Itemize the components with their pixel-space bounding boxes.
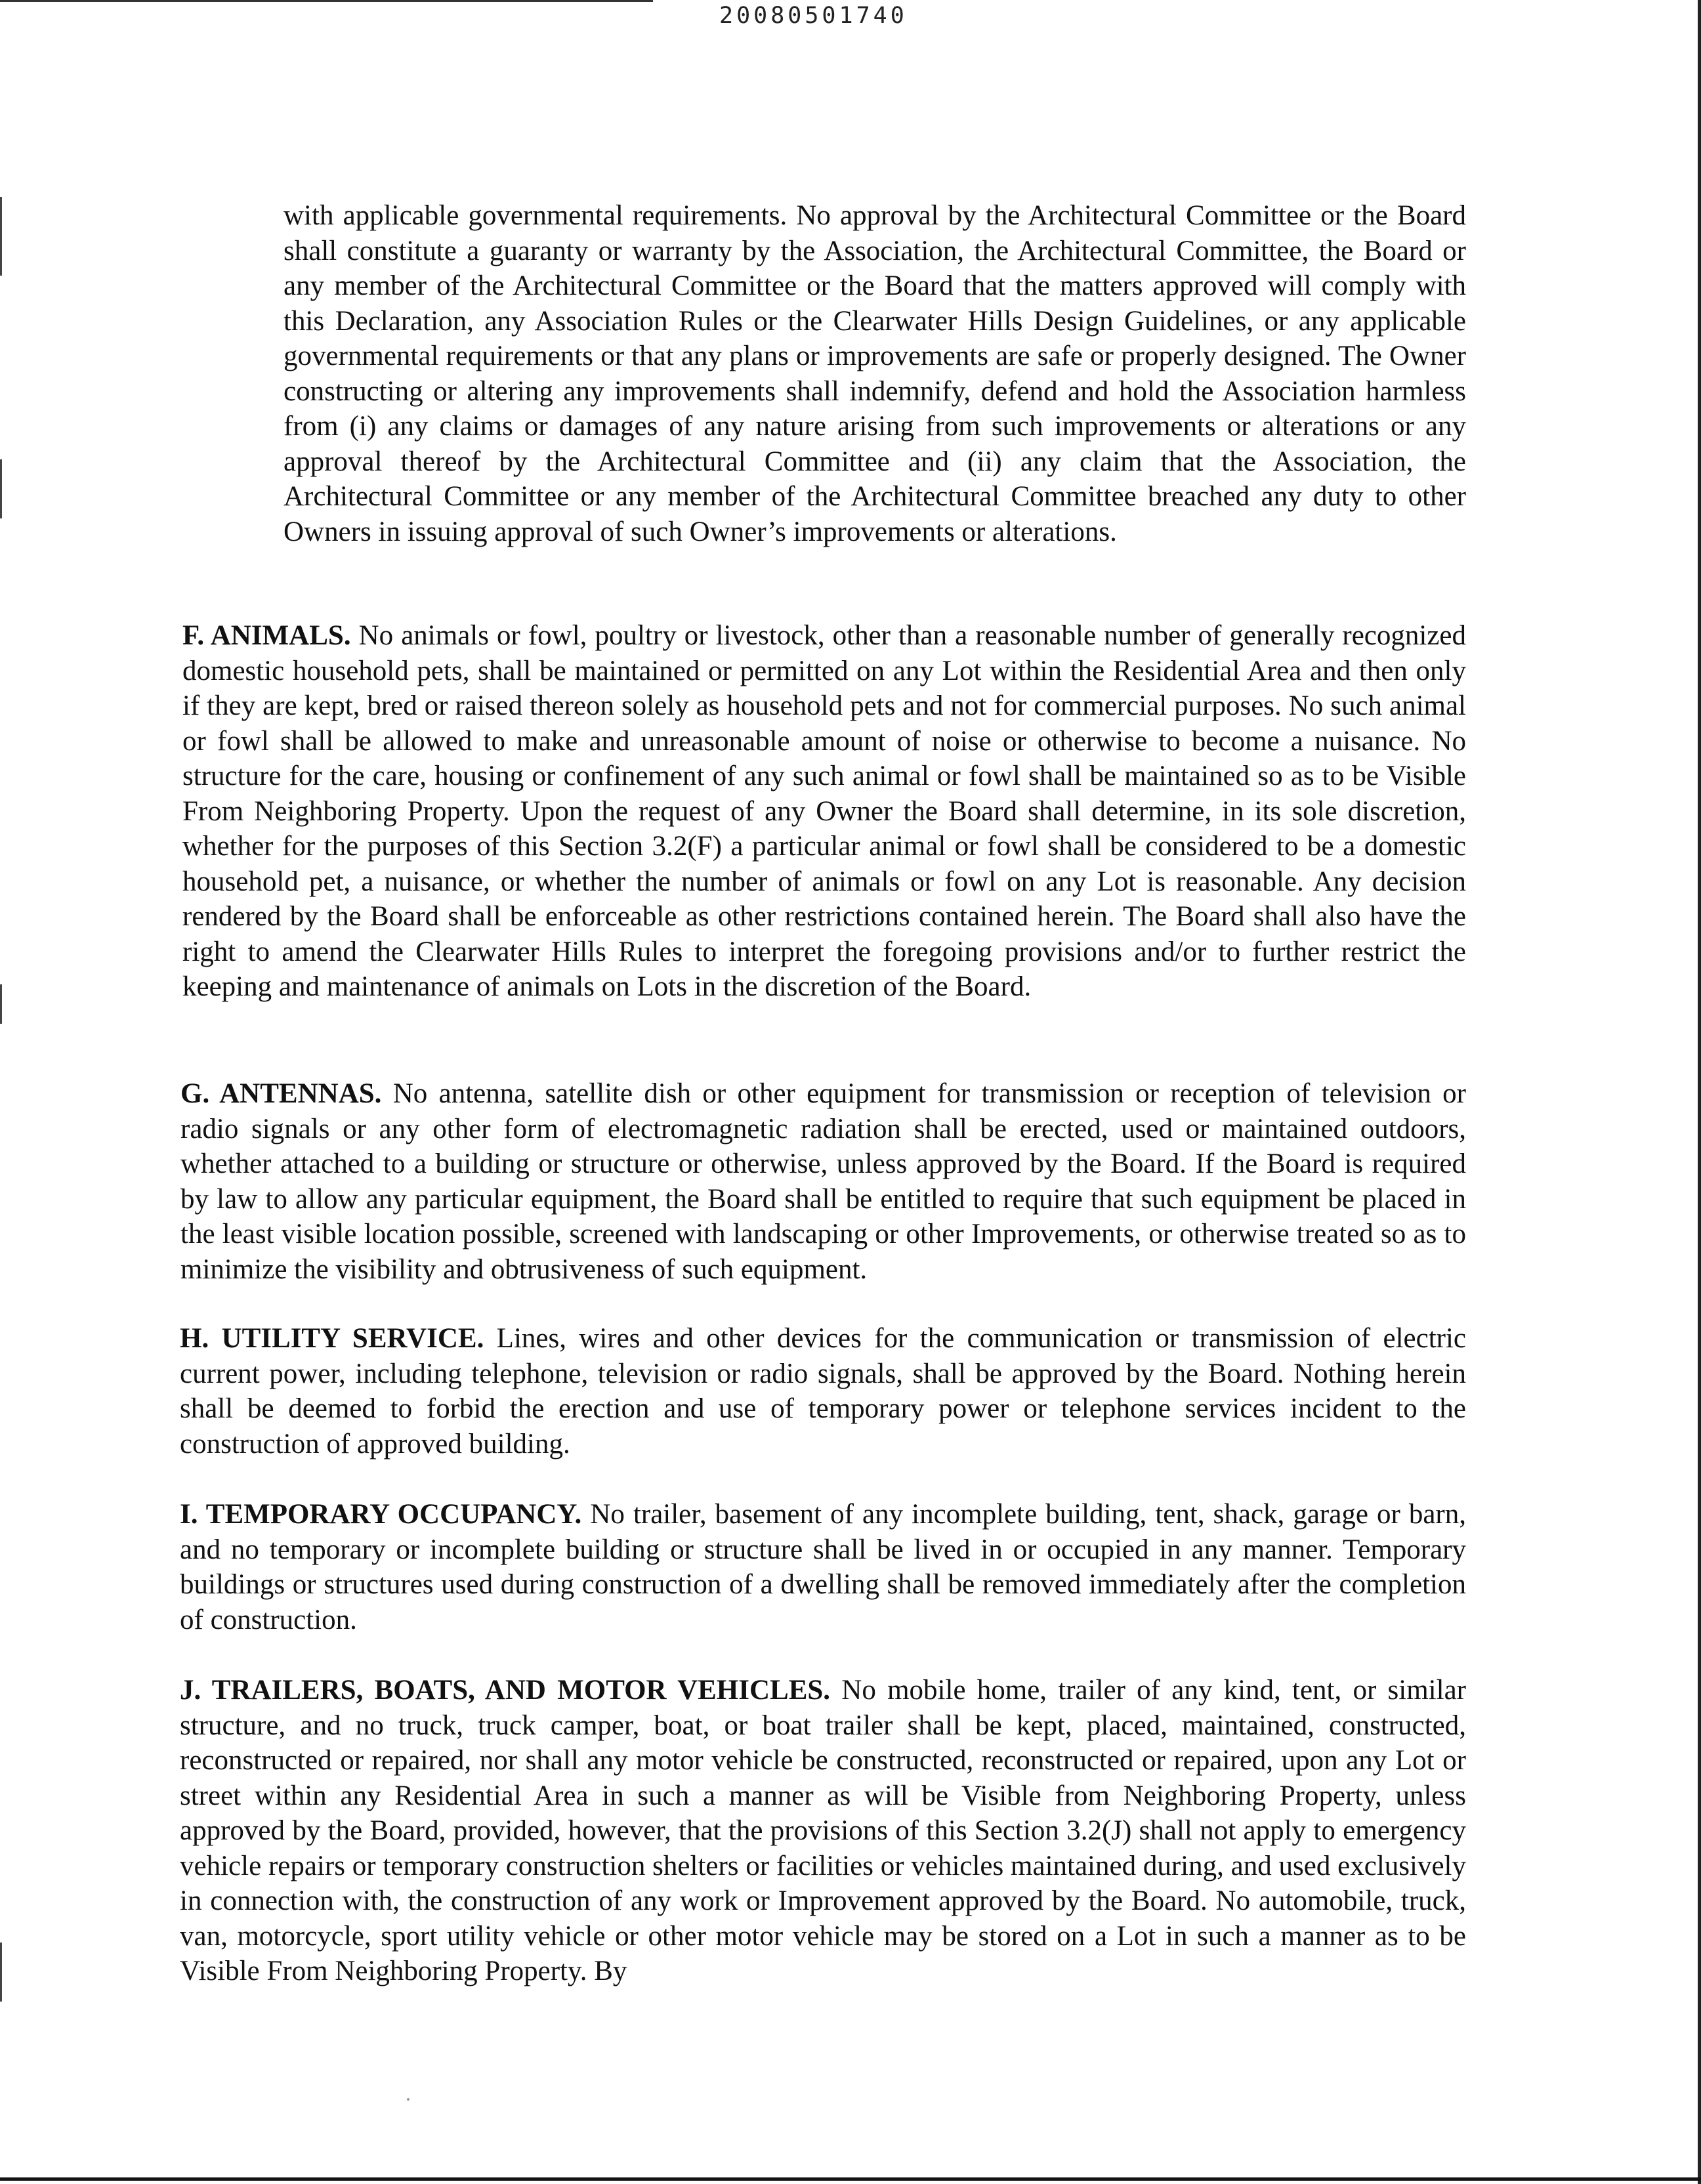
section-heading: G. ANTENNAS. <box>180 1078 382 1109</box>
scan-right-edge <box>1698 0 1701 2184</box>
paragraph-text: No animals or fowl, poultry or livestock, other than a reasonable number of generally recognized domestic household pets, shall be maintained or permitted on any Lot within the Residential Area and then only if they are kept, bred or raised thereon solely as household pets and not for commercial purposes. No such animal or fowl shall be allowed to make and unreasonable amount of noise or otherwise to become a nuisance. No structure for the care, housing or confinement of any such animal or fowl shall be maintained so as to be Visible From Neighboring Property. Upon the request of any Owner the Board shall determine, in its sole discretion, whether for the purposes of this Section 3.2(F) a particular animal or fowl shall be considered to be a domestic household pet, a nuisance, or whether the number of animals or fowl on any Lot is reasonable. Any decision rendered by the Board shall be enforceable as other restrictions contained herein. The Board shall also have the right to amend the Clearwater Hills Rules to interpret the foregoing provisions and/or to further restrict the keeping and maintenance of animals on Lots in the discretion of the Board. <box>182 620 1466 1002</box>
document-number: 20080501740 <box>719 3 908 29</box>
paragraph-text: No antenna, satellite dish or other equipment for transmission or reception of television or radio signals or any other form of electromagnetic radiation shall be erected, used or maintained outdoors, whether attached to a building or structure or otherwise, unless approved by the Board. If the Board is required by law to allow any particular equipment, the Board shall be entitled to require that such equipment be placed in the least visible location possible, screened with landscaping or other Improvements, or otherwise treated so as to minimize the visibility and obtrusiveness of such equipment. <box>180 1078 1466 1285</box>
scan-bottom-edge <box>0 2177 1701 2181</box>
paragraph-text: No trailer, basement of any incomplete building, tent, shack, garage or barn, and no temporary or incomplete building or structure shall be lived in or occupied in any manner. Temporary buildings or structures used during construction of a dwelling shall be removed immediately after the completion of construction. <box>180 1499 1466 1635</box>
section-antennas <box>180 1076 1466 1287</box>
section-animals <box>182 618 1466 1005</box>
paragraph-text: No mobile home, trailer of any kind, tent, or similar structure, and no truck, truck camper, boat, or boat trailer shall be kept, placed, maintained, constructed, reconstructed or repaired, nor shall any motor vehicle be constructed, reconstructed or repaired, upon any Lot or street within any Residential Area in such a manner as will be Visible from Neighboring Property, unless approved by the Board, provided, however, that the provisions of this Section 3.2(J) shall not apply to emergency vehicle repairs or temporary construction shelters or facilities or vehicles maintained during, and used exclusively in connection with, the construction of any work or Improvement approved by the Board. No automobile, truck, van, motorcycle, sport utility vehicle or other motor vehicle may be stored on a Lot in such a manner as to be Visible From Neighboring Property. By <box>180 1675 1466 1986</box>
paragraph-text: with applicable governmental requirements. No approval by the Architectural Committee or the Board shall constitute a guaranty or warranty by the Association, the Architectural Committee, the Board or any member of the Architectural Committee or the Board that the matters approved will comply with this Declaration, any Association Rules or the Clearwater Hills Design Guidelines, or any applicable governmental requirements or that any plans or improvements are safe or properly designed. The Owner constructing or altering any improvements shall indemnify, defend and hold the Association harmless from (i) any claims or damages of any nature arising from such improvements or alterations or any approval thereof by the Architectural Committee and (ii) any claim that the Association, the Architectural Committee or any member of the Architectural Committee breached any duty to other Owners in issuing approval of such Owner’s improvements or alterations. <box>284 200 1466 547</box>
scan-left-edge-mark <box>0 1942 2 2002</box>
scan-speck <box>407 2098 410 2101</box>
section-heading: H. UTILITY SERVICE. <box>180 1323 484 1354</box>
scan-left-edge-mark <box>0 984 2 1024</box>
section-heading: I. TEMPORARY OCCUPANCY. <box>180 1499 582 1530</box>
section-heading: F. ANIMALS. <box>182 620 351 651</box>
paragraph-continuation <box>284 198 1466 549</box>
paragraph-text: Lines, wires and other devices for the communication or transmission of electric current power, including telephone, television or radio signals, shall be approved by the Board. Nothing herein shall be deemed to forbid the erection and use of temporary power or telephone services incident to the construction of approved building. <box>180 1323 1466 1460</box>
section-temporary-occupancy <box>180 1497 1466 1637</box>
section-utility-service <box>180 1321 1466 1461</box>
scan-left-edge-mark <box>0 459 2 518</box>
scan-top-edge <box>0 0 653 2</box>
section-heading: J. TRAILERS, BOATS, AND MOTOR VEHICLES. <box>180 1675 831 1706</box>
scan-left-edge-mark <box>0 197 2 276</box>
section-trailers-boats-motor-vehicles <box>180 1673 1466 1989</box>
